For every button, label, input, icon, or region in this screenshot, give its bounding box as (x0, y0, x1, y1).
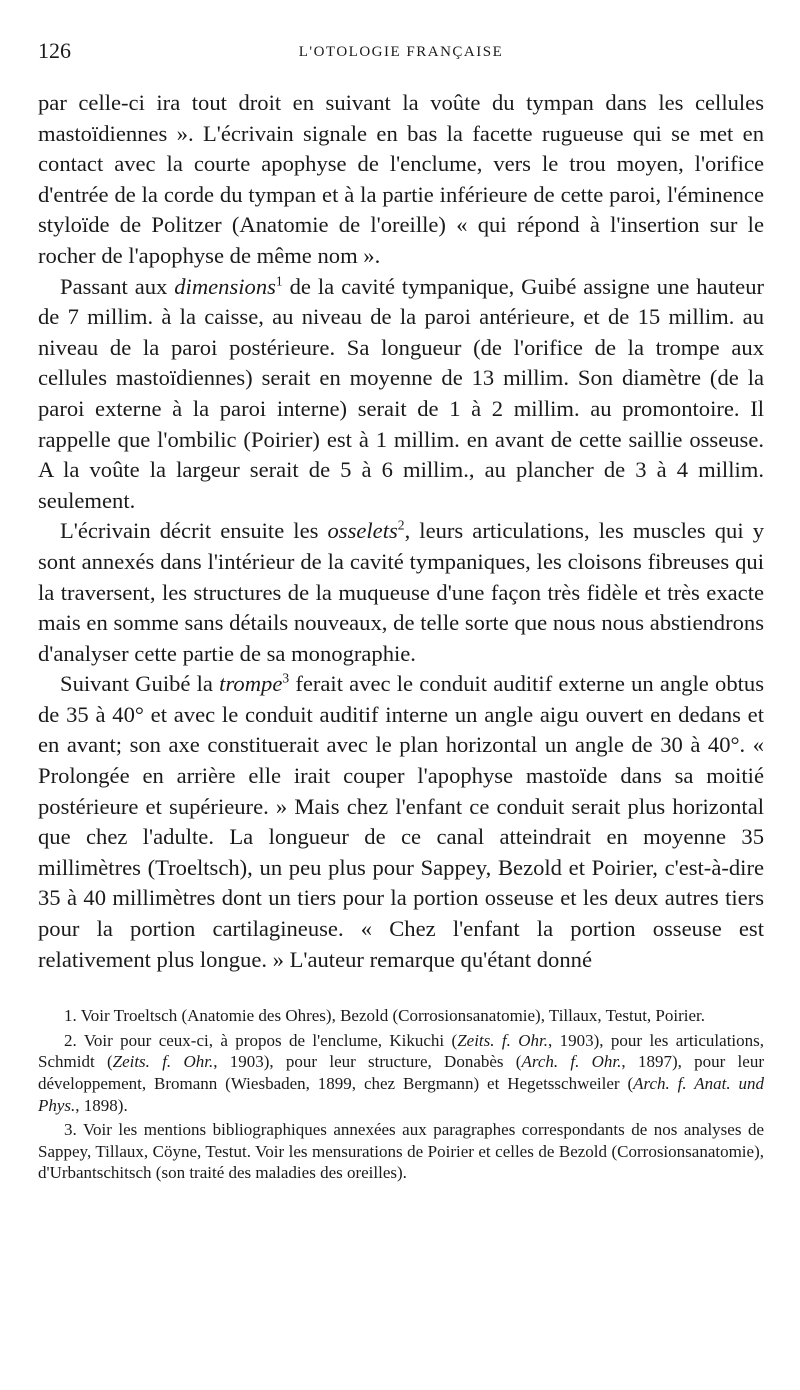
footnote-2-journal-1: Zeits. f. Ohr. (457, 1030, 548, 1050)
paragraph-3 (38, 516, 764, 669)
footnote-2-journal-2: Zeits. f. Ohr. (112, 1052, 214, 1072)
footnote-ref-1: 1 (275, 273, 283, 289)
paragraph-2 (38, 272, 764, 517)
paragraph-2-emphasis: dimensions (174, 273, 276, 299)
footnote-ref-2: 2 (397, 517, 405, 533)
paragraph-3-emphasis: osselets (327, 518, 398, 544)
footnote-2 (38, 1030, 764, 1116)
footnote-2-text-c: , 1903), pour leur structure, Donabès ( (213, 1052, 522, 1072)
paragraph-2-text-b: de la cavité tympanique, Guibé assigne une hauteur de 7 millim. à la caisse, au niveau de la paroi antérieure, et de 15 millim. au niveau de la paroi postérieure. Sa longueur (de l'orifice de la trompe aux cellules mastoïdiennes) serait en moyenne de 13 millim. Son diamètre (de la paroi externe à la paroi interne) serait de 1 à 2 millim. au promontoire. Il rappelle que l'ombilic (Poirier) est à 1 millim. en avant de cette saillie osseuse. A la voûte la largeur serait de 5 à 6 millim., au plancher de 3 à 4 millim. seulement. (38, 273, 765, 513)
footnote-2-text-b: , 1903), pour les articulations, Schmidt ( (38, 1030, 765, 1072)
footnote-1: 1. Voir Troeltsch (Anatomie des Ohres), Bezold (Corrosionsanatomie), Tillaux, Testut, Poirier. (64, 1006, 705, 1026)
footnote-2-journal-3: Arch. f. Ohr. (521, 1052, 622, 1072)
footnote-ref-3: 3 (282, 670, 290, 686)
footnote-2-text-a: 2. Voir pour ceux-ci, à propos de l'enclume, Kikuchi ( (64, 1030, 458, 1050)
paragraph-4-emphasis: trompe (219, 671, 283, 697)
paragraph-4 (38, 669, 764, 975)
page-number: 126 (38, 38, 71, 63)
paragraph-3-text-a: L'écrivain décrit ensuite les (60, 518, 328, 544)
paragraph-2-text-a: Passant aux (60, 273, 175, 299)
footnote-3: 3. Voir les mentions bibliographiques annexées aux paragraphes correspondants de nos analyses de Sappey, Tillaux, Cöyne, Testut. Voir les mensurations de Poirier et celles de Bezold (Corrosionsanatomie), d'Urbantschitsch (son traité des maladies des oreilles). (38, 1120, 764, 1183)
paragraph-4-text-a: Suivant Guibé la (60, 671, 220, 697)
paragraph-4-text-b: ferait avec le conduit auditif externe un angle obtus de 35 à 40° et avec le conduit auditif interne un angle aigu ouvert en dedans et en avant; son axe constituerait avec le plan horizontal un angle de 30 à 40°. « Prolongée en arrière elle irait couper l'apophyse mastoïde dans sa moitié postérieure et supérieure. » Mais chez l'enfant ce conduit serait plus horizontal que chez l'adulte. La longueur de ce canal atteindrait en moyenne 35 millimètres (Troeltsch), un peu plus pour Sappey, Bezold et Poirier, c'est-à-dire 35 à 40 millimètres dont un tiers pour la portion osseuse et les deux autres tiers pour la portion cartilagineuse. « Chez l'enfant la portion osseuse est relativement plus longue. » L'auteur remarque qu'étant donné (38, 671, 764, 972)
paragraph-1: par celle-ci ira tout droit en suivant la voûte du tympan dans les cellules mastoïdiennes ». L'écrivain signale en bas la facette rugueuse qui se met en contact avec la courte apophyse de l'enclume, vers le trou moyen, l'orifice d'entrée de la corde du tympan et à la partie inférieure de cette paroi, l'éminence styloïde de Politzer (Anatomie de l'oreille) « qui répond à l'insertion sur le rocher de l'apophyse de même nom ». (38, 90, 764, 268)
footnote-2-text-d: , 1897), pour leur développement, Bromann (Wiesbaden, 1899, chez Bergmann) et Hegetsschweiler ( (38, 1052, 764, 1093)
footnotes (38, 1005, 764, 1184)
main-text (38, 88, 764, 975)
page-header (38, 34, 764, 74)
footnote-2-text-e: , 1898). (75, 1095, 128, 1115)
paragraph-3-text-b: , leurs articulations, les muscles qui y sont annexés dans l'intérieur de la cavité tympaniques, les cloisons fibreuses qui la traversent, les structures de la muqueuse d'une façon très fidèle et très exacte mais en somme sans détails nouveaux, de telle sorte que nous nous abstiendrons d'analyser cette partie de sa monographie. (38, 518, 764, 666)
footnote-2-journal-4: Arch. f. Anat. und Phys. (38, 1074, 764, 1115)
running-title: L'OTOLOGIE FRANÇAISE (298, 44, 504, 60)
